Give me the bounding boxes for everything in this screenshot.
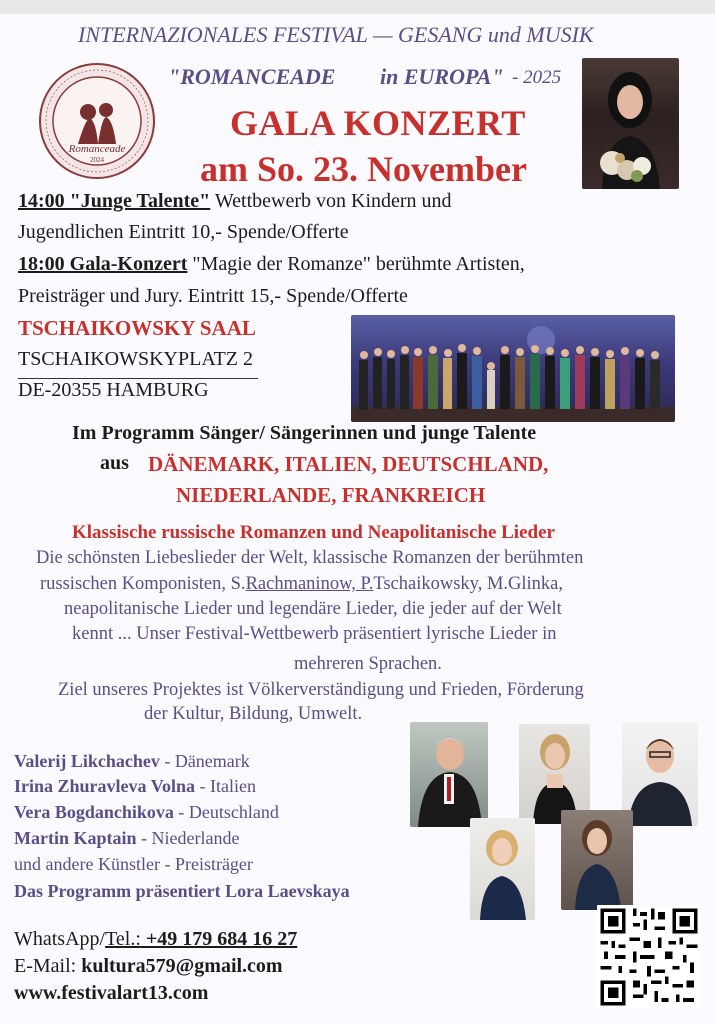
program-aus: aus <box>100 452 129 474</box>
artist-photo-lora <box>561 810 633 910</box>
other-artists: und andere Künstler - Preisträger <box>14 854 253 874</box>
description-line-5: mehreren Sprachen. <box>294 654 442 674</box>
artist-1-country: - Dänemark <box>159 751 250 771</box>
program-countries-1: DÄNEMARK, ITALIEN, DEUTSCHLAND, <box>148 452 549 476</box>
artist-4 <box>14 828 239 849</box>
description-heading: Klassische russische Romanzen und Neapolitanische Lieder <box>72 522 555 543</box>
description-line-2 <box>40 574 563 595</box>
tel-label: Tel.: <box>105 928 141 950</box>
singer-photo-top <box>582 58 679 189</box>
program-line-1: Im Programm Sänger/ Sängerinnen und junge Talente <box>72 422 537 444</box>
whatsapp-label: WhatsApp/ <box>14 928 106 950</box>
artist-1 <box>14 751 250 772</box>
description-line-4: kennt ... Unser Festival-Wettbewerb präsentiert lyrische Lieder in <box>72 624 557 644</box>
schedule-line-4: Preisträger und Jury. Eintritt 15,- Spende/Offerte <box>18 285 408 307</box>
presenter: Das Programm präsentiert Lora Laevskaya <box>14 881 350 901</box>
festival-seal-logo <box>38 62 156 180</box>
artist-4-country: - Niederlande <box>136 828 240 848</box>
artist-2 <box>14 776 256 797</box>
description-line-7: der Kultur, Bildung, Umwelt. <box>144 704 363 724</box>
junge-talente-time: 14:00 "Junge Talente" <box>18 190 211 212</box>
schedule-line-2: Jugendlichen Eintritt 10,- Spende/Offerte <box>18 221 349 243</box>
venue-city: DE-20355 HAMBURG <box>18 378 258 402</box>
concert-date: am So. 23. November <box>200 149 527 189</box>
gala-desc: "Magie der Romanze" berühmte Artisten, <box>187 253 525 275</box>
description-line-3: neapolitanische Lieder und legendäre Lieder, die jeder auf der Welt <box>64 599 562 619</box>
desc-l2a: russischen Komponisten, S. <box>40 574 246 594</box>
artist-3-country: - Deutschland <box>173 802 279 822</box>
contact-email <box>14 955 283 978</box>
festival-year: - 2025 <box>512 67 562 88</box>
festival-title: INTERNAZIONALES FESTIVAL — GESANG und MUSIK <box>78 22 594 47</box>
venue-street: TSCHAIKOWSKYPLATZ 2 <box>18 348 253 370</box>
qr-code[interactable] <box>597 905 701 1009</box>
artist-photo-irina <box>519 724 590 824</box>
desc-l2b: Rachmaninow, P. <box>245 574 374 594</box>
gala-time: 18:00 Gala-Konzert <box>18 253 188 275</box>
email-label: E-Mail: <box>14 955 82 977</box>
seal-script-text: Romanceade <box>68 143 126 155</box>
artist-2-name: Irina Zhuravleva Volna <box>14 776 196 796</box>
artist-3 <box>14 802 279 823</box>
program-countries-2: NIEDERLANDE, FRANKREICH <box>176 483 486 507</box>
schedule-line-3 <box>18 253 525 276</box>
desc-l2c: Tschaikowsky, M.Glinka, <box>373 574 564 594</box>
group-stage-photo <box>351 315 675 422</box>
artist-3-name: Vera Bogdanchikova <box>14 802 174 822</box>
artist-2-country: - Italien <box>195 776 257 796</box>
artist-photo-martin <box>622 722 698 826</box>
artist-4-name: Martin Kaptain <box>14 828 137 848</box>
in-europa-title: in EUROPA" <box>380 64 504 89</box>
email-link[interactable]: kultura579@gmail.com <box>81 955 283 977</box>
description-line-6: Ziel unseres Projektes ist Völkerverständigung und Frieden, Förderung <box>58 680 584 700</box>
website-link[interactable]: www.festivalart13.com <box>14 982 209 1004</box>
description-line-1: Die schönsten Liebeslieder der Welt, klassische Romanzen der berühmten <box>36 548 584 568</box>
artist-1-name: Valerij Likchachev <box>14 751 160 771</box>
phone-number-link[interactable]: +49 179 684 16 27 <box>140 928 298 950</box>
seal-year: 2024 <box>90 156 104 164</box>
schedule-line-1 <box>18 190 452 213</box>
junge-talente-desc: Wettbewerb von Kindern und <box>210 190 452 212</box>
artist-photo-valerij <box>410 722 488 827</box>
romanceade-title: "ROMANCEADE <box>168 64 336 89</box>
venue-hall: TSCHAIKOWSKY SAAL <box>18 316 256 340</box>
gala-konzert-title: GALA KONZERT <box>230 103 526 143</box>
artist-photo-vera <box>470 818 535 920</box>
contact-phone <box>14 928 297 951</box>
top-strip <box>0 0 715 14</box>
